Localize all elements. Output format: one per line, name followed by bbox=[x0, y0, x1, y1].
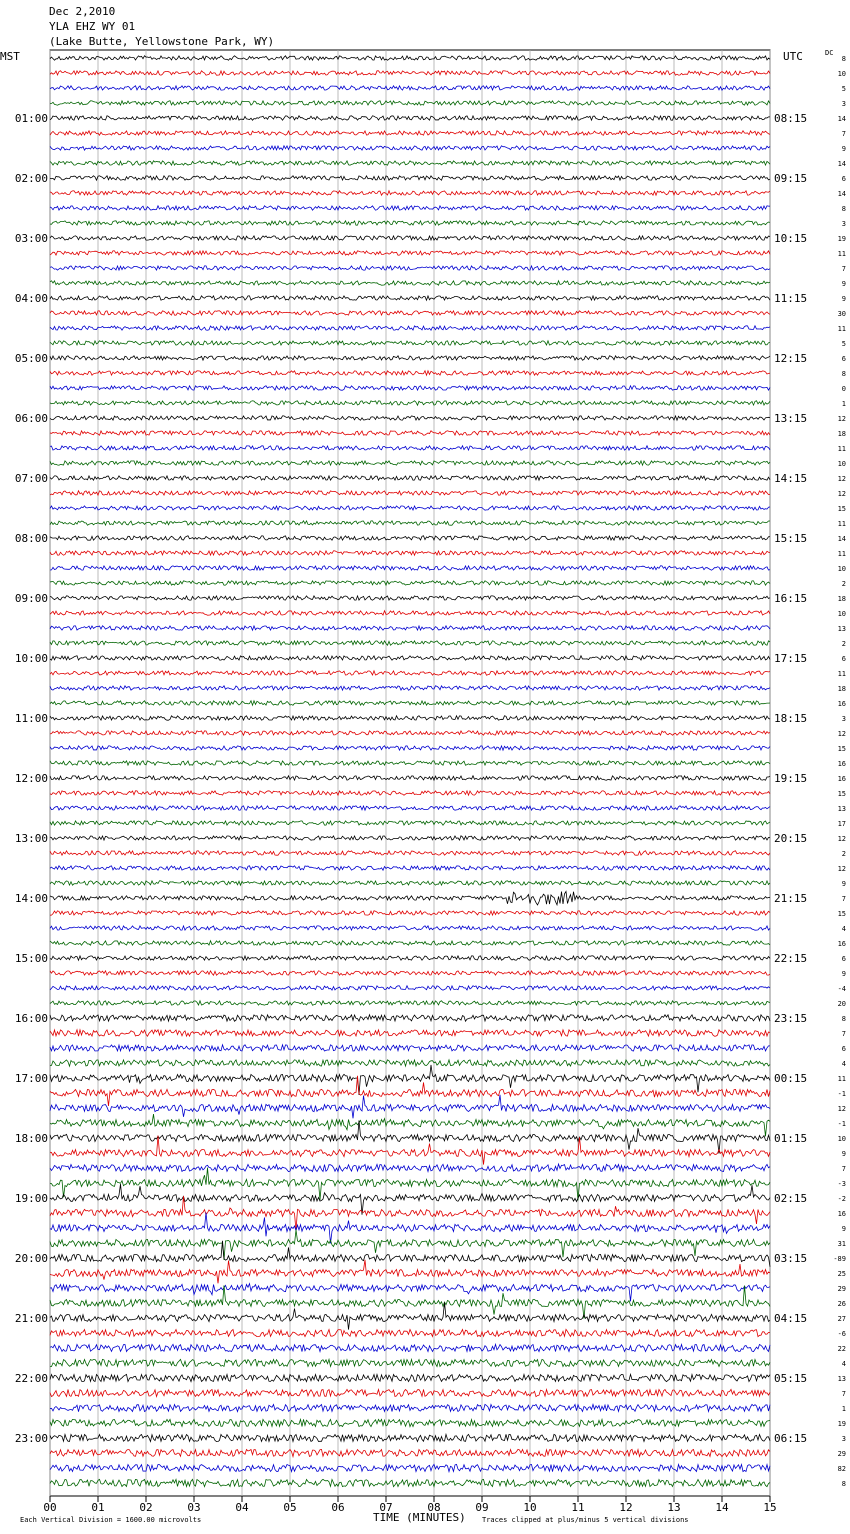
trace-line bbox=[50, 596, 770, 600]
right-hour-label: 00:15 bbox=[774, 1072, 808, 1085]
trace-line bbox=[50, 266, 770, 270]
right-hour-label: 02:15 bbox=[774, 1192, 808, 1205]
trace-line bbox=[50, 941, 770, 945]
x-tick-label: 00 bbox=[43, 1501, 57, 1514]
dc-offset-label: 10 bbox=[837, 460, 846, 468]
dc-offset-label: 6 bbox=[841, 355, 846, 363]
trace-line bbox=[50, 671, 770, 675]
trace-line bbox=[50, 581, 770, 585]
x-axis-title: TIME (MINUTES) bbox=[373, 1511, 466, 1524]
x-tick-label: 02 bbox=[139, 1501, 153, 1514]
trace-line bbox=[50, 1344, 770, 1351]
right-hour-label: 23:15 bbox=[774, 1012, 808, 1025]
dc-offset-label: 12 bbox=[837, 415, 846, 423]
dc-offset-label: 11 bbox=[837, 1075, 846, 1083]
location-label: (Lake Butte, Yellowstone Park, WY) bbox=[49, 35, 275, 48]
trace-line bbox=[50, 611, 770, 615]
trace-line bbox=[50, 386, 770, 390]
dc-offset-label: 25 bbox=[837, 1270, 846, 1278]
dc-offset-label: 7 bbox=[841, 130, 846, 138]
x-tick-label: 13 bbox=[667, 1501, 681, 1514]
dc-offset-label: 16 bbox=[837, 940, 846, 948]
right-hour-label: 03:15 bbox=[774, 1252, 808, 1265]
dc-offset-label: 11 bbox=[837, 550, 846, 558]
dc-offset-label: 11 bbox=[837, 250, 846, 258]
trace-line bbox=[50, 1230, 770, 1260]
trace-line bbox=[50, 1184, 770, 1215]
dc-offset-label: 3 bbox=[841, 715, 846, 723]
dc-offset-label: 15 bbox=[837, 745, 846, 753]
trace-line bbox=[50, 1095, 770, 1119]
x-tick-label: 10 bbox=[523, 1501, 537, 1514]
dc-offset-label: 10 bbox=[837, 610, 846, 618]
trace-line bbox=[50, 371, 770, 375]
dc-offset-label: 12 bbox=[837, 490, 846, 498]
trace-line bbox=[50, 1241, 770, 1267]
dc-offset-label: 6 bbox=[841, 955, 846, 963]
right-hour-label: 15:15 bbox=[774, 532, 808, 545]
dc-offset-label: 7 bbox=[841, 1030, 846, 1038]
dc-offset-label: 30 bbox=[837, 310, 846, 318]
dc-offset-label: 6 bbox=[841, 1045, 846, 1053]
dc-offset-label: 26 bbox=[837, 1300, 846, 1308]
trace-line bbox=[50, 236, 770, 240]
dc-offset-label: 19 bbox=[837, 235, 846, 243]
left-hour-label: 13:00 bbox=[14, 832, 48, 845]
left-hour-label: 22:00 bbox=[14, 1372, 48, 1385]
trace-line bbox=[50, 116, 770, 120]
dc-offset-label: 9 bbox=[841, 970, 846, 978]
trace-line bbox=[50, 971, 770, 975]
trace-line bbox=[50, 1060, 770, 1066]
dc-offset-label: 8 bbox=[841, 1015, 846, 1023]
dc-offset-label: -2 bbox=[837, 1195, 846, 1203]
trace-line bbox=[50, 851, 770, 855]
dc-offset-label: 8 bbox=[841, 55, 846, 63]
trace-line bbox=[50, 626, 770, 630]
dc-column-header: DC bbox=[825, 49, 834, 57]
dc-offset-label: 7 bbox=[841, 265, 846, 273]
right-hour-label: 08:15 bbox=[774, 112, 808, 125]
dc-offset-label: 16 bbox=[837, 1210, 846, 1218]
dc-offset-label: 11 bbox=[837, 520, 846, 528]
x-tick-label: 12 bbox=[619, 1501, 633, 1514]
dc-offset-label: 16 bbox=[837, 700, 846, 708]
trace-line bbox=[50, 656, 770, 660]
trace-line bbox=[50, 251, 770, 255]
trace-line bbox=[50, 296, 770, 300]
dc-offset-label: 27 bbox=[837, 1315, 846, 1323]
trace-line bbox=[50, 761, 770, 765]
left-hour-label: 08:00 bbox=[14, 532, 48, 545]
dc-offset-label: 10 bbox=[837, 565, 846, 573]
trace-line bbox=[50, 956, 770, 960]
trace-line bbox=[50, 701, 770, 705]
trace-line bbox=[50, 1001, 770, 1005]
dc-offset-label: 17 bbox=[837, 820, 846, 828]
dc-offset-label: 82 bbox=[837, 1465, 846, 1473]
right-hour-label: 14:15 bbox=[774, 472, 808, 485]
dc-offset-label: 16 bbox=[837, 775, 846, 783]
left-hour-label: 06:00 bbox=[14, 412, 48, 425]
left-hour-label: 11:00 bbox=[14, 712, 48, 725]
dc-offset-label: -4 bbox=[837, 985, 846, 993]
trace-line bbox=[50, 1374, 770, 1381]
dc-offset-label: 10 bbox=[837, 70, 846, 78]
dc-offset-label: 5 bbox=[841, 85, 846, 93]
trace-line bbox=[50, 1030, 770, 1036]
dc-offset-label: -6 bbox=[837, 1330, 846, 1338]
dc-offset-label: 8 bbox=[841, 205, 846, 213]
dc-offset-label: 12 bbox=[837, 475, 846, 483]
dc-offset-label: 9 bbox=[841, 1225, 846, 1233]
trace-line bbox=[50, 281, 770, 285]
dc-offset-label: 2 bbox=[841, 640, 846, 648]
dc-offset-label: 13 bbox=[837, 625, 846, 633]
right-hour-label: 04:15 bbox=[774, 1312, 808, 1325]
left-hour-label: 18:00 bbox=[14, 1132, 48, 1145]
vertical-division-note: Each Vertical Division = 1600.00 microvolts bbox=[20, 1516, 202, 1524]
trace-line bbox=[50, 521, 770, 525]
x-tick-label: 07 bbox=[379, 1501, 393, 1514]
dc-offset-label: 12 bbox=[837, 1105, 846, 1113]
left-hour-label: 21:00 bbox=[14, 1312, 48, 1325]
right-hour-label: 12:15 bbox=[774, 352, 808, 365]
trace-line bbox=[50, 641, 770, 645]
trace-line bbox=[50, 806, 770, 810]
dc-offset-label: 12 bbox=[837, 730, 846, 738]
dc-offset-label: 14 bbox=[837, 115, 846, 123]
left-hour-label: 07:00 bbox=[14, 472, 48, 485]
dc-offset-label: 22 bbox=[837, 1345, 846, 1353]
x-tick-label: 03 bbox=[187, 1501, 201, 1514]
dc-offset-label: 4 bbox=[841, 925, 846, 933]
trace-line bbox=[50, 86, 770, 90]
dc-offset-label: 29 bbox=[837, 1450, 846, 1458]
trace-line bbox=[50, 746, 770, 750]
left-hour-label: 12:00 bbox=[14, 772, 48, 785]
trace-line bbox=[50, 1076, 770, 1106]
dc-offset-label: 12 bbox=[837, 865, 846, 873]
dc-offset-label: 4 bbox=[841, 1060, 846, 1068]
trace-line bbox=[50, 551, 770, 555]
right-hour-label: 20:15 bbox=[774, 832, 808, 845]
right-timezone-label: UTC bbox=[783, 50, 803, 63]
x-tick-label: 08 bbox=[427, 1501, 441, 1514]
trace-line bbox=[50, 356, 770, 360]
x-tick-label: 14 bbox=[715, 1501, 729, 1514]
trace-line bbox=[50, 821, 770, 825]
trace-line bbox=[50, 401, 770, 405]
dc-offset-label: 16 bbox=[837, 760, 846, 768]
trace-line bbox=[50, 686, 770, 690]
x-tick-label: 01 bbox=[91, 1501, 105, 1514]
right-hour-label: 11:15 bbox=[774, 292, 808, 305]
x-tick-label: 11 bbox=[571, 1501, 585, 1514]
left-hour-label: 15:00 bbox=[14, 952, 48, 965]
right-hour-label: 05:15 bbox=[774, 1372, 808, 1385]
dc-offset-label: 9 bbox=[841, 145, 846, 153]
trace-line bbox=[50, 56, 770, 60]
trace-line bbox=[50, 1045, 770, 1051]
right-hour-label: 06:15 bbox=[774, 1432, 808, 1445]
trace-line bbox=[50, 911, 770, 915]
left-hour-label: 10:00 bbox=[14, 652, 48, 665]
dc-offset-label: 14 bbox=[837, 535, 846, 543]
dc-offset-label: 8 bbox=[841, 370, 846, 378]
trace-line bbox=[50, 326, 770, 330]
left-hour-label: 09:00 bbox=[14, 592, 48, 605]
dc-offset-label: 12 bbox=[837, 835, 846, 843]
dc-offset-label: 2 bbox=[841, 850, 846, 858]
trace-line bbox=[50, 206, 770, 210]
trace-line bbox=[50, 1389, 770, 1396]
trace-line bbox=[50, 506, 770, 510]
trace-line bbox=[50, 416, 770, 420]
dc-offset-label: 19 bbox=[837, 1420, 846, 1428]
trace-line bbox=[50, 101, 770, 105]
trace-line bbox=[50, 891, 770, 905]
right-hour-label: 01:15 bbox=[774, 1132, 808, 1145]
dc-offset-label: -1 bbox=[837, 1090, 846, 1098]
trace-line bbox=[50, 1302, 770, 1329]
dc-offset-label: -89 bbox=[833, 1255, 846, 1263]
left-hour-label: 23:00 bbox=[14, 1432, 48, 1445]
left-hour-label: 14:00 bbox=[14, 892, 48, 905]
dc-offset-label: 9 bbox=[841, 1150, 846, 1158]
dc-offset-label: 13 bbox=[837, 805, 846, 813]
trace-line bbox=[50, 1015, 770, 1021]
trace-line bbox=[50, 1479, 770, 1486]
left-hour-label: 01:00 bbox=[14, 112, 48, 125]
dc-offset-label: 18 bbox=[837, 430, 846, 438]
trace-line bbox=[50, 191, 770, 195]
dc-offset-label: 20 bbox=[837, 1000, 846, 1008]
trace-line bbox=[50, 71, 770, 75]
dc-offset-label: 4 bbox=[841, 1360, 846, 1368]
x-tick-label: 06 bbox=[331, 1501, 345, 1514]
clipping-note: Traces clipped at plus/minus 5 vertical divisions bbox=[482, 1516, 689, 1524]
trace-line bbox=[50, 776, 770, 780]
dc-offset-label: 8 bbox=[841, 1480, 846, 1488]
trace-line bbox=[50, 536, 770, 540]
dc-offset-label: 3 bbox=[841, 100, 846, 108]
trace-line bbox=[50, 221, 770, 225]
dc-offset-label: 29 bbox=[837, 1285, 846, 1293]
station-label: YLA EHZ WY 01 bbox=[49, 20, 136, 33]
left-hour-label: 05:00 bbox=[14, 352, 48, 365]
right-hour-label: 17:15 bbox=[774, 652, 808, 665]
dc-offset-label: 1 bbox=[841, 1405, 846, 1413]
right-hour-label: 09:15 bbox=[774, 172, 808, 185]
dc-offset-label: 11 bbox=[837, 670, 846, 678]
trace-line bbox=[50, 311, 770, 315]
right-hour-label: 13:15 bbox=[774, 412, 808, 425]
trace-line bbox=[50, 1260, 770, 1284]
left-hour-label: 17:00 bbox=[14, 1072, 48, 1085]
dc-offset-label: 9 bbox=[841, 280, 846, 288]
left-hour-label: 03:00 bbox=[14, 232, 48, 245]
dc-offset-label: 11 bbox=[837, 445, 846, 453]
dc-offset-label: 1 bbox=[841, 400, 846, 408]
trace-line bbox=[50, 1213, 770, 1244]
left-timezone-label: MST bbox=[0, 50, 20, 63]
x-tick-label: 05 bbox=[283, 1501, 297, 1514]
trace-line bbox=[50, 836, 770, 840]
dc-offset-label: 15 bbox=[837, 505, 846, 513]
trace-line bbox=[50, 566, 770, 570]
trace-line bbox=[50, 731, 770, 735]
trace-line bbox=[50, 1449, 770, 1456]
dc-offset-label: 7 bbox=[841, 1390, 846, 1398]
dc-offset-label: 18 bbox=[837, 685, 846, 693]
dc-offset-label: 5 bbox=[841, 340, 846, 348]
left-hour-label: 16:00 bbox=[14, 1012, 48, 1025]
x-tick-label: 09 bbox=[475, 1501, 489, 1514]
x-tick-label: 04 bbox=[235, 1501, 249, 1514]
trace-line bbox=[50, 881, 770, 885]
right-hour-label: 16:15 bbox=[774, 592, 808, 605]
dc-offset-label: 7 bbox=[841, 1165, 846, 1173]
dc-offset-label: 14 bbox=[837, 160, 846, 168]
dc-offset-label: 9 bbox=[841, 295, 846, 303]
trace-line bbox=[50, 461, 770, 465]
left-hour-label: 19:00 bbox=[14, 1192, 48, 1205]
right-hour-label: 10:15 bbox=[774, 232, 808, 245]
trace-line bbox=[50, 491, 770, 495]
right-hour-label: 18:15 bbox=[774, 712, 808, 725]
trace-line bbox=[50, 146, 770, 150]
dc-offset-label: 11 bbox=[837, 325, 846, 333]
trace-line bbox=[50, 791, 770, 795]
left-hour-label: 04:00 bbox=[14, 292, 48, 305]
trace-line bbox=[50, 1329, 770, 1336]
dc-offset-label: 3 bbox=[841, 220, 846, 228]
trace-line bbox=[50, 341, 770, 345]
dc-offset-label: 3 bbox=[841, 1435, 846, 1443]
trace-line bbox=[50, 476, 770, 480]
trace-line bbox=[50, 1164, 770, 1172]
trace-line bbox=[50, 1404, 770, 1411]
dc-offset-label: 18 bbox=[837, 595, 846, 603]
trace-line bbox=[50, 1464, 770, 1471]
trace-line bbox=[50, 866, 770, 870]
trace-line bbox=[50, 1114, 770, 1136]
dc-offset-label: 2 bbox=[841, 580, 846, 588]
trace-line bbox=[50, 986, 770, 990]
right-hour-label: 22:15 bbox=[774, 952, 808, 965]
trace-line bbox=[50, 161, 770, 165]
trace-line bbox=[50, 1434, 770, 1441]
trace-line bbox=[50, 1419, 770, 1426]
dc-offset-label: 6 bbox=[841, 175, 846, 183]
dc-offset-label: 6 bbox=[841, 655, 846, 663]
dc-offset-label: 13 bbox=[837, 1375, 846, 1383]
right-hour-label: 19:15 bbox=[774, 772, 808, 785]
dc-offset-label: -3 bbox=[837, 1180, 846, 1188]
left-hour-label: 02:00 bbox=[14, 172, 48, 185]
date-label: Dec 2,2010 bbox=[49, 5, 116, 18]
dc-offset-label: -1 bbox=[837, 1120, 846, 1128]
dc-offset-label: 0 bbox=[841, 385, 846, 393]
dc-offset-label: 10 bbox=[837, 1135, 846, 1143]
x-tick-label: 15 bbox=[763, 1501, 777, 1514]
trace-line bbox=[50, 1196, 770, 1231]
left-hour-label: 20:00 bbox=[14, 1252, 48, 1265]
trace-line bbox=[50, 1065, 770, 1095]
dc-offset-label: 7 bbox=[841, 895, 846, 903]
trace-line bbox=[50, 446, 770, 450]
trace-line bbox=[50, 176, 770, 180]
dc-offset-label: 15 bbox=[837, 790, 846, 798]
trace-line bbox=[50, 926, 770, 930]
right-hour-label: 21:15 bbox=[774, 892, 808, 905]
trace-line bbox=[50, 1359, 770, 1366]
dc-offset-label: 15 bbox=[837, 910, 846, 918]
dc-offset-label: 9 bbox=[841, 880, 846, 888]
trace-line bbox=[50, 716, 770, 720]
trace-line bbox=[50, 131, 770, 135]
trace-line bbox=[50, 431, 770, 435]
dc-offset-label: 14 bbox=[837, 190, 846, 198]
dc-offset-label: 31 bbox=[837, 1240, 846, 1248]
